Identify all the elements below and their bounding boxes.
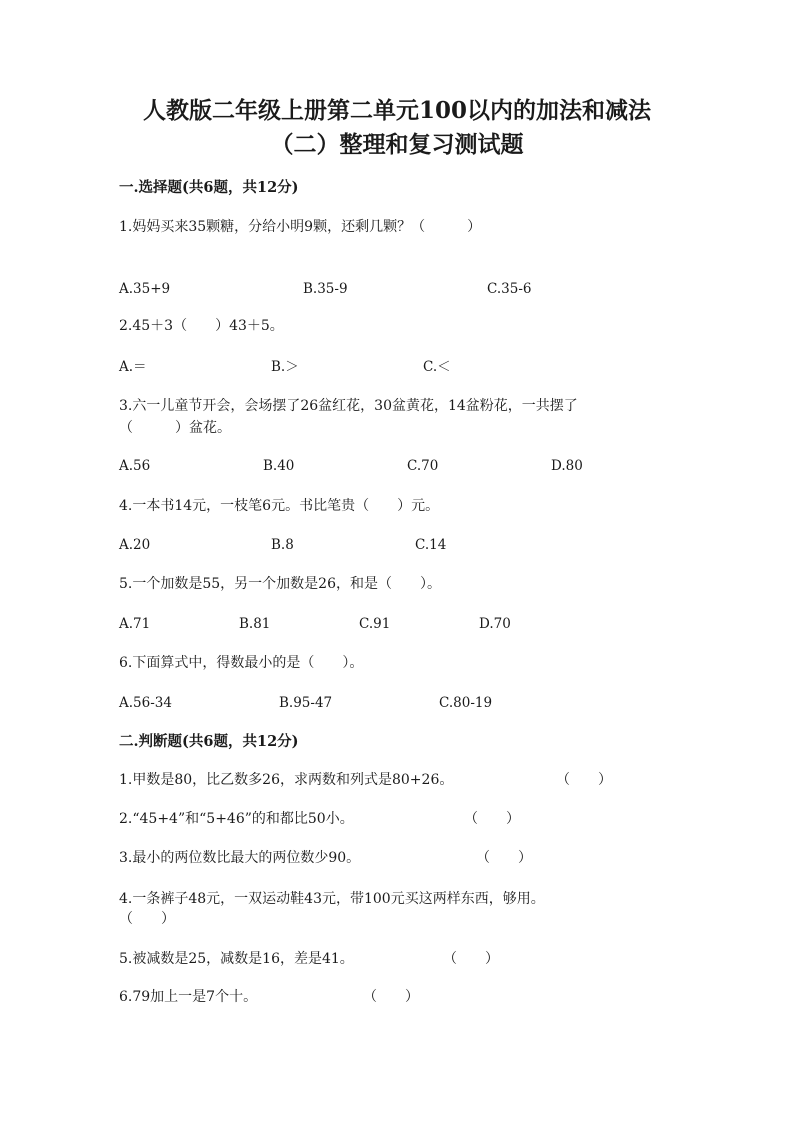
judge-4-answer-paren: （ ） [119,911,175,927]
q2-option-a: A.＝ [119,359,147,375]
q4-option-b: B.8 [271,537,294,553]
judge-1-answer-paren: （ ） [556,772,612,788]
judge-5-answer-paren: （ ） [443,951,499,967]
q3-option-d: D.80 [551,458,583,474]
section-heading-choice: 一.选择题(共6题，共12分) [119,179,299,196]
q6-option-b: B.95-47 [279,695,333,711]
q1-option-b: B.35-9 [303,281,348,297]
judge-question-3-text: 3.最小的两位数比最大的两位数少90。 [119,850,361,866]
judge-question-1-text: 1.甲数是80，比乙数多26，求两数和列式是80+26。 [119,772,454,788]
judge-2-answer-paren: （ ） [464,811,520,827]
question-3-text-cont: （ ）盆花。 [119,420,231,436]
question-5-text: 5.一个加数是55，另一个加数是26，和是（ ）。 [119,576,441,592]
question-3-text: 3.六一儿童节开会，会场摆了26盆红花，30盆黄花，14盆粉花，一共摆了 [119,398,578,414]
q3-option-c: C.70 [407,458,439,474]
judge-3-answer-paren: （ ） [476,850,532,866]
q5-option-c: C.91 [359,616,391,632]
judge-question-6-text: 6.79加上一是7个十。 [119,989,258,1005]
page-title-line2: （二）整理和复习测试题 [270,131,524,158]
q3-option-a: A.56 [119,458,151,474]
question-6-text: 6.下面算式中，得数最小的是（ ）。 [119,655,364,671]
q4-option-c: C.14 [415,537,447,553]
q5-option-d: D.70 [479,616,511,632]
q2-option-b: B.＞ [271,359,299,375]
question-4-text: 4.一本书14元，一枝笔6元。书比笔贵（ ）元。 [119,498,440,514]
q2-option-c: C.＜ [423,359,451,375]
q6-option-c: C.80-19 [439,695,493,711]
judge-6-answer-paren: （ ） [363,989,419,1005]
judge-question-5-text: 5.被减数是25，减数是16，差是41。 [119,951,354,967]
question-1-text: 1.妈妈买来35颗糖，分给小明9颗，还剩几颗？（ ） [119,219,482,235]
q6-option-a: A.56-34 [119,695,172,711]
page-title-line1: 人教版二年级上册第二单元100以内的加法和减法 [142,97,651,124]
q5-option-b: B.81 [239,616,271,632]
q5-option-a: A.71 [119,616,151,632]
q3-option-b: B.40 [263,458,295,474]
q1-option-c: C.35-6 [487,281,532,297]
q4-option-a: A.20 [119,537,151,553]
section-heading-judgement: 二.判断题(共6题，共12分) [119,733,299,750]
q1-option-a: A.35+9 [119,281,171,297]
question-2-text: 2.45＋3（ ）43＋5。 [119,318,284,334]
judge-question-2-text: 2.“45+4”和“5+46”的和都比50小。 [119,811,354,827]
judge-question-4-text: 4.一条裤子48元，一双运动鞋43元，带100元买这两样东西，够用。 [119,891,545,907]
